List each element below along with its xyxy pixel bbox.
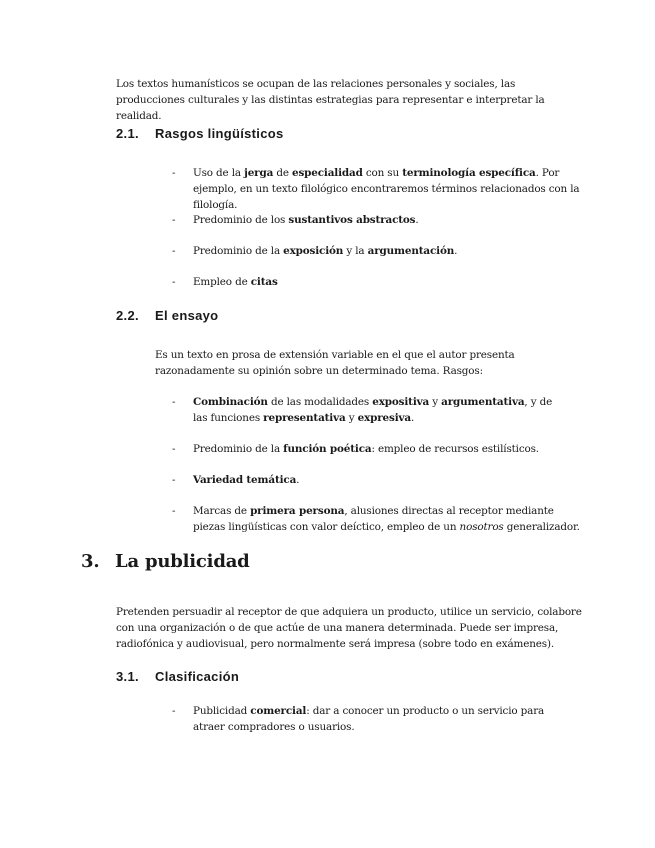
bold-text: primera persona	[250, 505, 345, 517]
italic-text: nosotros	[459, 521, 504, 533]
list-item	[172, 274, 588, 290]
section-title: Clasificación	[155, 669, 240, 684]
list-item	[172, 441, 588, 457]
section-2-1-heading	[116, 125, 284, 143]
section-3-heading	[81, 550, 250, 574]
text: Predominio de la	[193, 443, 284, 455]
bullet-dash: -	[172, 443, 176, 455]
text: .	[454, 245, 458, 257]
list-item	[172, 503, 588, 535]
text: Predominio de los	[193, 214, 289, 226]
bullet-dash: -	[172, 474, 176, 486]
section-2-2-heading	[116, 307, 218, 325]
bullet-dash: -	[172, 276, 176, 288]
intro-text: Es un texto en prosa de extensión variable en el que el autor presenta razonadamente su opinión sobre un determinado tema. Rasgos:	[155, 349, 515, 377]
bold-text: exposición	[283, 245, 344, 257]
list-item	[172, 165, 588, 213]
bold-text: expositiva	[372, 396, 430, 408]
bold-text: representativa	[263, 412, 346, 424]
bullet-dash: -	[172, 167, 176, 179]
text: Uso de la	[193, 167, 245, 179]
text: .	[410, 412, 415, 424]
intro-text: Pretenden persuadir al receptor de que adquiera un producto, utilice un servicio, colabore con una organización o de que actúe de una manera determinada. Puede ser impresa, radiofónica y audiovisual, pero normalmente será impresa (sobre todo en exámenes).	[116, 606, 582, 650]
text: : empleo de recursos estilísticos.	[371, 443, 539, 455]
text: , y de las funciones	[193, 396, 553, 424]
section-number: 3.	[81, 551, 100, 572]
text: Publicidad	[193, 705, 251, 717]
text: .	[296, 474, 300, 486]
list-item	[172, 472, 588, 488]
bold-text: jerga	[244, 167, 274, 179]
section-number: 2.1.	[116, 126, 139, 141]
intro-text: Los textos humanísticos se ocupan de las relaciones personales y sociales, las producciones culturales y las distintas estrategias para representar e interpretar la realidad.	[116, 78, 545, 122]
bold-text: comercial	[250, 705, 307, 717]
text: y	[429, 396, 442, 408]
bold-text: argumentación	[367, 245, 455, 257]
list-item	[172, 394, 563, 426]
bold-text: citas	[250, 276, 278, 288]
section-title: La publicidad	[115, 551, 250, 572]
bold-text: argumentativa	[441, 396, 525, 408]
text: .	[415, 214, 419, 226]
bullet-dash: -	[172, 396, 176, 408]
section-number: 2.2.	[116, 308, 139, 323]
section-title: El ensayo	[155, 308, 219, 323]
bullet-dash: -	[172, 705, 176, 717]
bold-text: sustantivos abstractos	[288, 214, 416, 226]
list-item	[172, 703, 563, 735]
text: de	[273, 167, 292, 179]
text: Empleo de	[193, 276, 251, 288]
intro-paragraph	[116, 76, 586, 124]
text: . Por ejemplo, en un texto filológico encontraremos términos relacionados con la filología.	[193, 167, 580, 211]
text: de las modalidades	[267, 396, 373, 408]
bold-text: Variedad temática	[193, 474, 297, 486]
section-number: 3.1.	[116, 669, 139, 684]
list-item	[172, 212, 588, 228]
text: y la	[343, 245, 368, 257]
section-2-2-intro	[155, 347, 580, 379]
text: , alusiones directas al receptor mediante piezas lingüísticas con valor deíctico, empleo de un	[193, 505, 554, 533]
text: generalizador.	[503, 521, 580, 533]
bold-text: especialidad	[291, 167, 363, 179]
text: Predominio de la	[193, 245, 284, 257]
bold-text: terminología específica	[402, 167, 536, 179]
list-item	[172, 243, 588, 259]
bold-text: función poética	[283, 443, 372, 455]
text: y	[345, 412, 358, 424]
section-3-1-heading	[116, 668, 239, 686]
text: con su	[362, 167, 403, 179]
bold-text: Combinación	[193, 396, 268, 408]
section-title: Rasgos lingüísticos	[155, 126, 284, 141]
bullet-dash: -	[172, 505, 176, 517]
bullet-dash: -	[172, 214, 176, 226]
section-3-intro	[116, 604, 586, 652]
text: Marcas de	[193, 505, 251, 517]
bold-text: expresiva	[357, 412, 411, 424]
text: : dar a conocer un producto o un servicio para atraer compradores o usuarios.	[193, 705, 545, 733]
bullet-dash: -	[172, 245, 176, 257]
